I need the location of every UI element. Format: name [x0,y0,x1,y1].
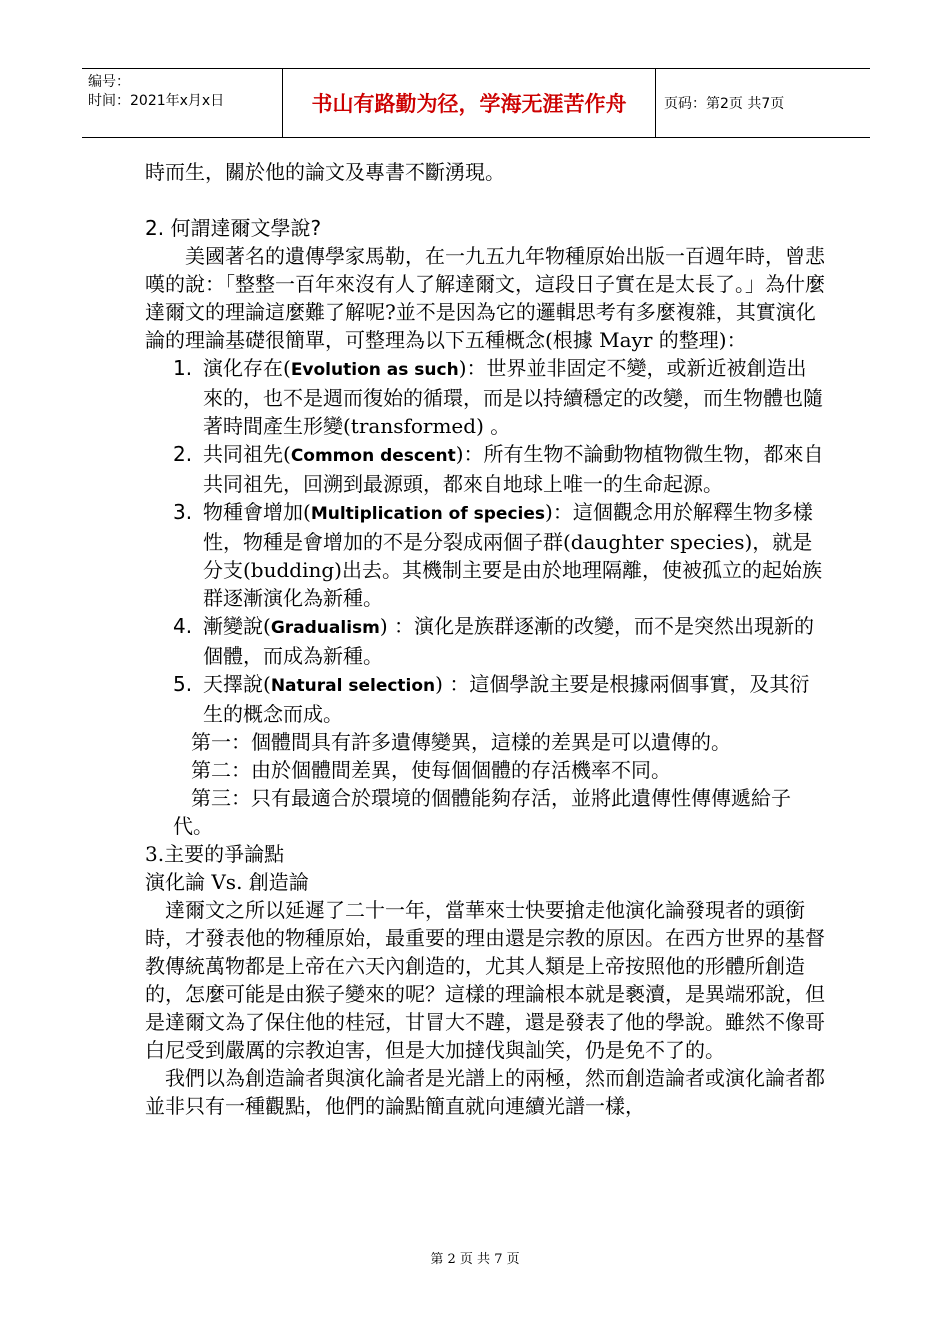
section-heading-3: 3.主要的爭論點 [145,842,285,866]
list-number: 4. [173,614,193,638]
header-meta [82,69,282,137]
term-english: Natural selection [270,676,436,696]
list-item: 4. 漸變說(Gradualism) ：演化是族群逐漸的改變，而不是突然出現新的個體，而成為新種。 [173,614,815,668]
concept-list [145,354,825,728]
term-english: Multiplication of species [310,504,546,524]
paragraph-religion: 達爾文之所以延遲了二十一年，當華來士快要搶走他演化論發現者的頭銜時，才發表他的物種原始，最重要的理由還是宗教的原因。在西方世界的基督教傳統萬物都是上帝在六天內創造的，尤其人類是上帝按照他的形體所創造的，怎麼可能是由猴子變來的呢？這樣的理論根本就是褻瀆，是異端邪說，但是達爾文為了保住他的桂冠，甘冒大不韙，還是發表了他的學說。雖然不像哥白尼受到嚴厲的宗教迫害，但是大加撻伐與訕笑，仍是免不了的。 [145,898,825,1062]
list-item: 5. 天擇說(Natural selection) ：這個學說主要是根據兩個事實，及其衍生的概念而成。 [173,672,810,726]
fact-third: 第三：只有最適合於環境的個體能夠存活，並將此遺傳性傳傳遞給子代。 [173,786,791,838]
header-time: 时间：2021年x月x日 [88,93,225,109]
list-number: 5. [173,672,193,696]
section-heading-2: 2. 何謂達爾文學說? [145,216,322,240]
header-page-number: 页码：第2页 共7页 [664,96,785,112]
fact-first: 第一：個體間具有許多遺傳變異，這樣的差異是可以遺傳的。 [191,730,731,754]
term-english: Evolution as such [290,360,459,380]
paragraph-spectrum: 我們以為創造論者與演化論者是光譜上的兩極，然而創造論者或演化論者都並非只有一種觀點，他們的論點簡直就向連續光譜一樣， [145,1066,825,1118]
page-footer: 第 2 页 共 7 页 [430,1252,520,1267]
list-item: 3. 物種會增加(Multiplication of species)：這個觀念用於解釋生物多樣性，物種是會增加的不是分裂成兩個子群(daughter species)，就是分支(budding)出去。其機制主要是由於地理隔離，使被孤立的起始族群逐漸演化為新種。 [173,500,822,610]
list-item: 1. 演化存在(Evolution as such)：世界並非固定不變，或新近被創造出來的，也不是週而復始的循環，而是以持續穩定的改變，而生物體也隨著時間產生形變(transformed) 。 [173,356,823,438]
paragraph-intro: 美國著名的遺傳學家馬勒，在一九五九年物種原始出版一百週年時，曾悲嘆的說：「整整一百年來沒有人了解達爾文，這段日子實在是太長了。」為什麼達爾文的理論這麼難了解呢?並不是因為它的邏輯思考有多麼複雜，其實演化論的理論基礎很簡單，可整理為以下五種概念(根據 Mayr 的整理)： [145,244,825,352]
subheading: 演化論 Vs. 創造論 [145,870,309,894]
header-code: 编号： [88,74,130,90]
fact-second: 第二：由於個體間差異，使每個個體的存活機率不同。 [191,758,671,782]
page-header [82,68,870,138]
list-number: 2. [173,442,193,466]
term-english: Common descent [290,446,456,466]
list-number: 1. [173,356,193,380]
header-motto: 书山有路勤为径，学海无涯苦作舟 [282,69,656,137]
term-english: Gradualism [270,618,380,638]
document-body [145,158,825,1120]
paragraph-continued: 時而生，關於他的論文及專書不斷湧現。 [145,160,505,184]
list-number: 3. [173,500,193,524]
list-item: 2. 共同祖先(Common descent)：所有生物不論動物植物微生物，都來自共同祖先，回溯到最源頭，都來自地球上唯一的生命起源。 [173,442,824,496]
